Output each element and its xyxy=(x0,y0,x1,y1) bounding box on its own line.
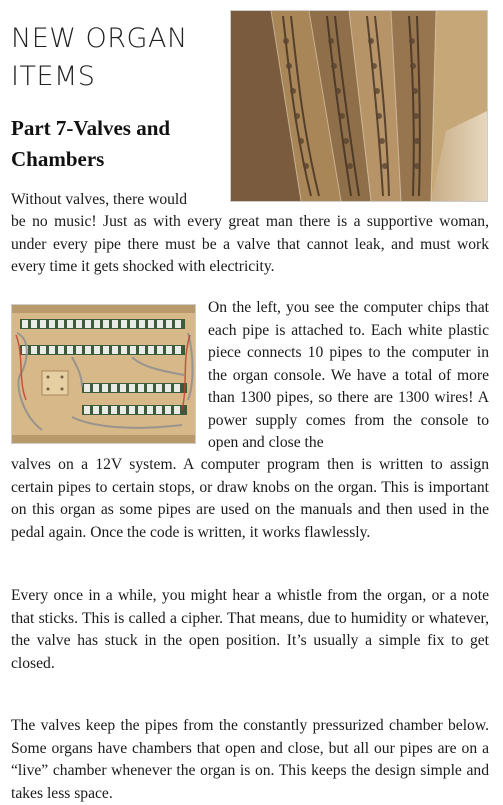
paragraph-2-rest: valves on a 12V system. A computer program then is written to assign certain pipes to certain stops, or draw knobs on the organ. This is important on this organ as some pipes are used on the manuals and then used in the pedal again. Once the code is written, it works flawlessly. xyxy=(11,456,489,541)
organ-pipes-photo xyxy=(230,10,488,202)
paragraph-3: Every once in a while, you might hear a whistle from the organ, or a note that sticks. This is called a cipher. That means, due to humidity or whatever, the valve has stuck in the open position. It’s usually a simple fix to get closed. xyxy=(11,587,489,672)
paragraph-4: The valves keep the pipes from the constantly pressurized chamber below. Some organs have chambers that open and close, but all our pipes are on a “live” chamber whenever the organ is on. This keeps the design simple and takes less space. xyxy=(11,717,489,802)
paragraph-2-start: On the left, you see the computer chips that each pipe is attached to. Each white plastic piece connects 10 pipes to the computer in the organ console. We have a total of more than 1300 pipes, so there are 1300 wires! A power supply comes from the console to open and close the xyxy=(208,299,489,451)
article-title: NEW ORGAN ITEMS xyxy=(11,23,188,92)
paragraph-1-start: Without valves, there would xyxy=(11,191,188,208)
computer-chips-photo xyxy=(11,304,196,444)
paragraph-1-rest: be no music! Just as with every great man there is a supportive woman, under every pipe there must be a valve that cannot leak, and must work every time it gets shocked with electricity. xyxy=(11,213,489,275)
article-subtitle: Part 7-Valves and Chambers xyxy=(11,116,171,171)
